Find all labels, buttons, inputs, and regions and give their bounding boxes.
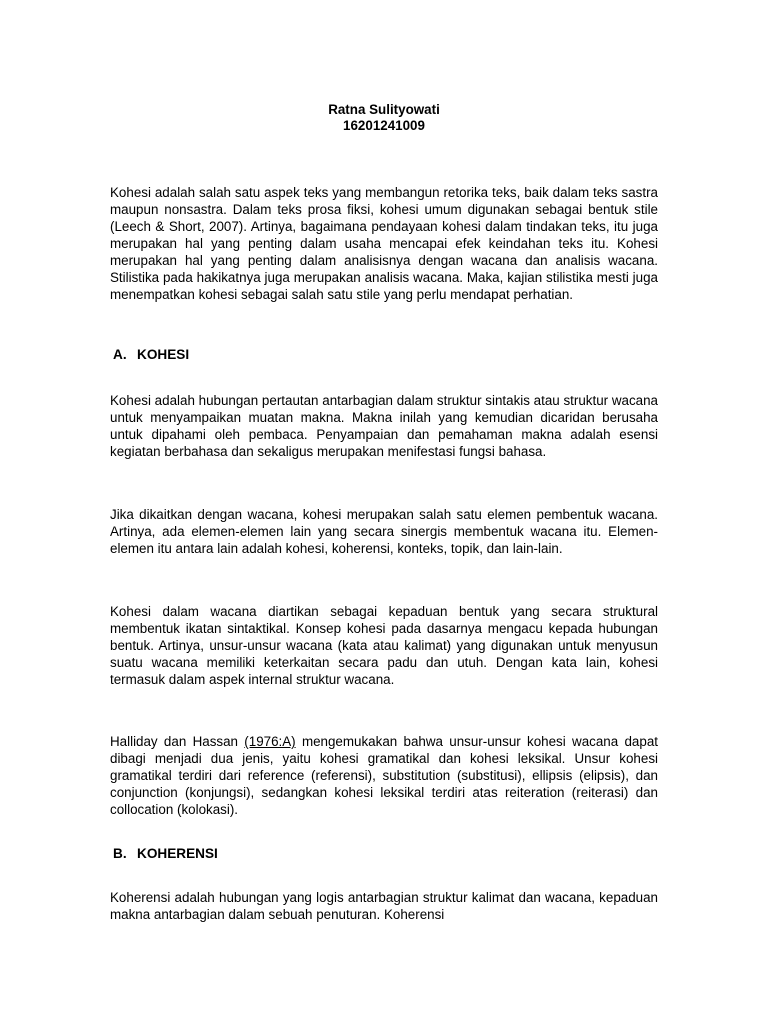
section-a-paragraph-2: Jika dikaitkan dengan wacana, kohesi merupakan salah satu elemen pembentuk wacana. Artinya, ada elemen-elemen lain yang secara sinergis membentuk wacana itu. Elemen-elemen itu antara lain adalah kohesi, koherensi, konteks, topik, dan lain-lain.	[110, 507, 658, 556]
section-b-letter: B.	[113, 846, 127, 861]
section-a-letter: A.	[113, 347, 127, 362]
section-b-title: KOHERENSI	[137, 846, 218, 861]
section-a-paragraph-3: Kohesi dalam wacana diartikan sebagai kepaduan bentuk yang secara struktural membentuk ikatan sintaktikal. Konsep kohesi pada dasarnya mengacu kepada hubungan bentuk. Artinya, unsur-unsur wacana (kata atau kalimat) yang digunakan untuk menyusun suatu wacana memiliki keterkaitan secara padu dan utuh. Dengan kata lain, kohesi termasuk dalam aspek internal struktur wacana.	[110, 604, 658, 687]
document-header	[0, 102, 768, 134]
section-b-paragraph-1: Koherensi adalah hubungan yang logis antarbagian struktur kalimat dan wacana, kepaduan makna antarbagian dalam sebuah penuturan. Koherensi	[110, 890, 658, 922]
section-b-heading	[113, 845, 218, 862]
paragraph-4-text-after: mengemukakan bahwa unsur-unsur kohesi wacana dapat dibagi menjadi dua jenis, yaitu kohesi gramatikal dan kohesi leksikal. Unsur kohesi gramatikal terdiri dari reference (referensi), substitution (substitusi), ellipsis (elipsis), dan conjunction (konjungsi), sedangkan kohesi leksikal terdiri atas reiteration (reiterasi) dan collocation (kolokasi).	[110, 734, 658, 817]
section-a-heading	[113, 346, 189, 363]
section-a-paragraph-1: Kohesi adalah hubungan pertautan antarbagian dalam struktur sintakis atau struktur wacana untuk menyampaikan muatan makna. Makna inilah yang kemudian dicaridan berusaha untuk dipahami oleh pembaca. Penyampaian dan pemahaman makna adalah esensi kegiatan berbahasa dan sekaligus merupakan menifestasi fungsi bahasa.	[110, 393, 658, 459]
intro-paragraph: Kohesi adalah salah satu aspek teks yang membangun retorika teks, baik dalam teks sastra maupun nonsastra. Dalam teks prosa fiksi, kohesi umum digunakan sebagai bentuk stile (Leech & Short, 2007). Artinya, bagaimana pendayaan kohesi dalam tindakan teks, itu juga merupakan hal yang penting dalam usaha mencapai efek keindahan teks itu. Kohesi merupakan hal yang penting dalam analisisnya dengan wacana dan analisis wacana. Stilistika pada hakikatnya juga merupakan analisis wacana. Maka, kajian stilistika mesti juga menempatkan kohesi sebagai salah satu stile yang perlu mendapat perhatian.	[110, 185, 658, 302]
student-id: 16201241009	[343, 118, 425, 133]
author-name: Ratna Sulityowati	[328, 102, 440, 117]
section-a-paragraph-4	[110, 733, 658, 818]
section-a-title: KOHESI	[137, 347, 190, 362]
paragraph-4-text-before: Halliday dan Hassan	[110, 734, 245, 749]
citation-link[interactable]: (1976:A)	[244, 734, 296, 749]
